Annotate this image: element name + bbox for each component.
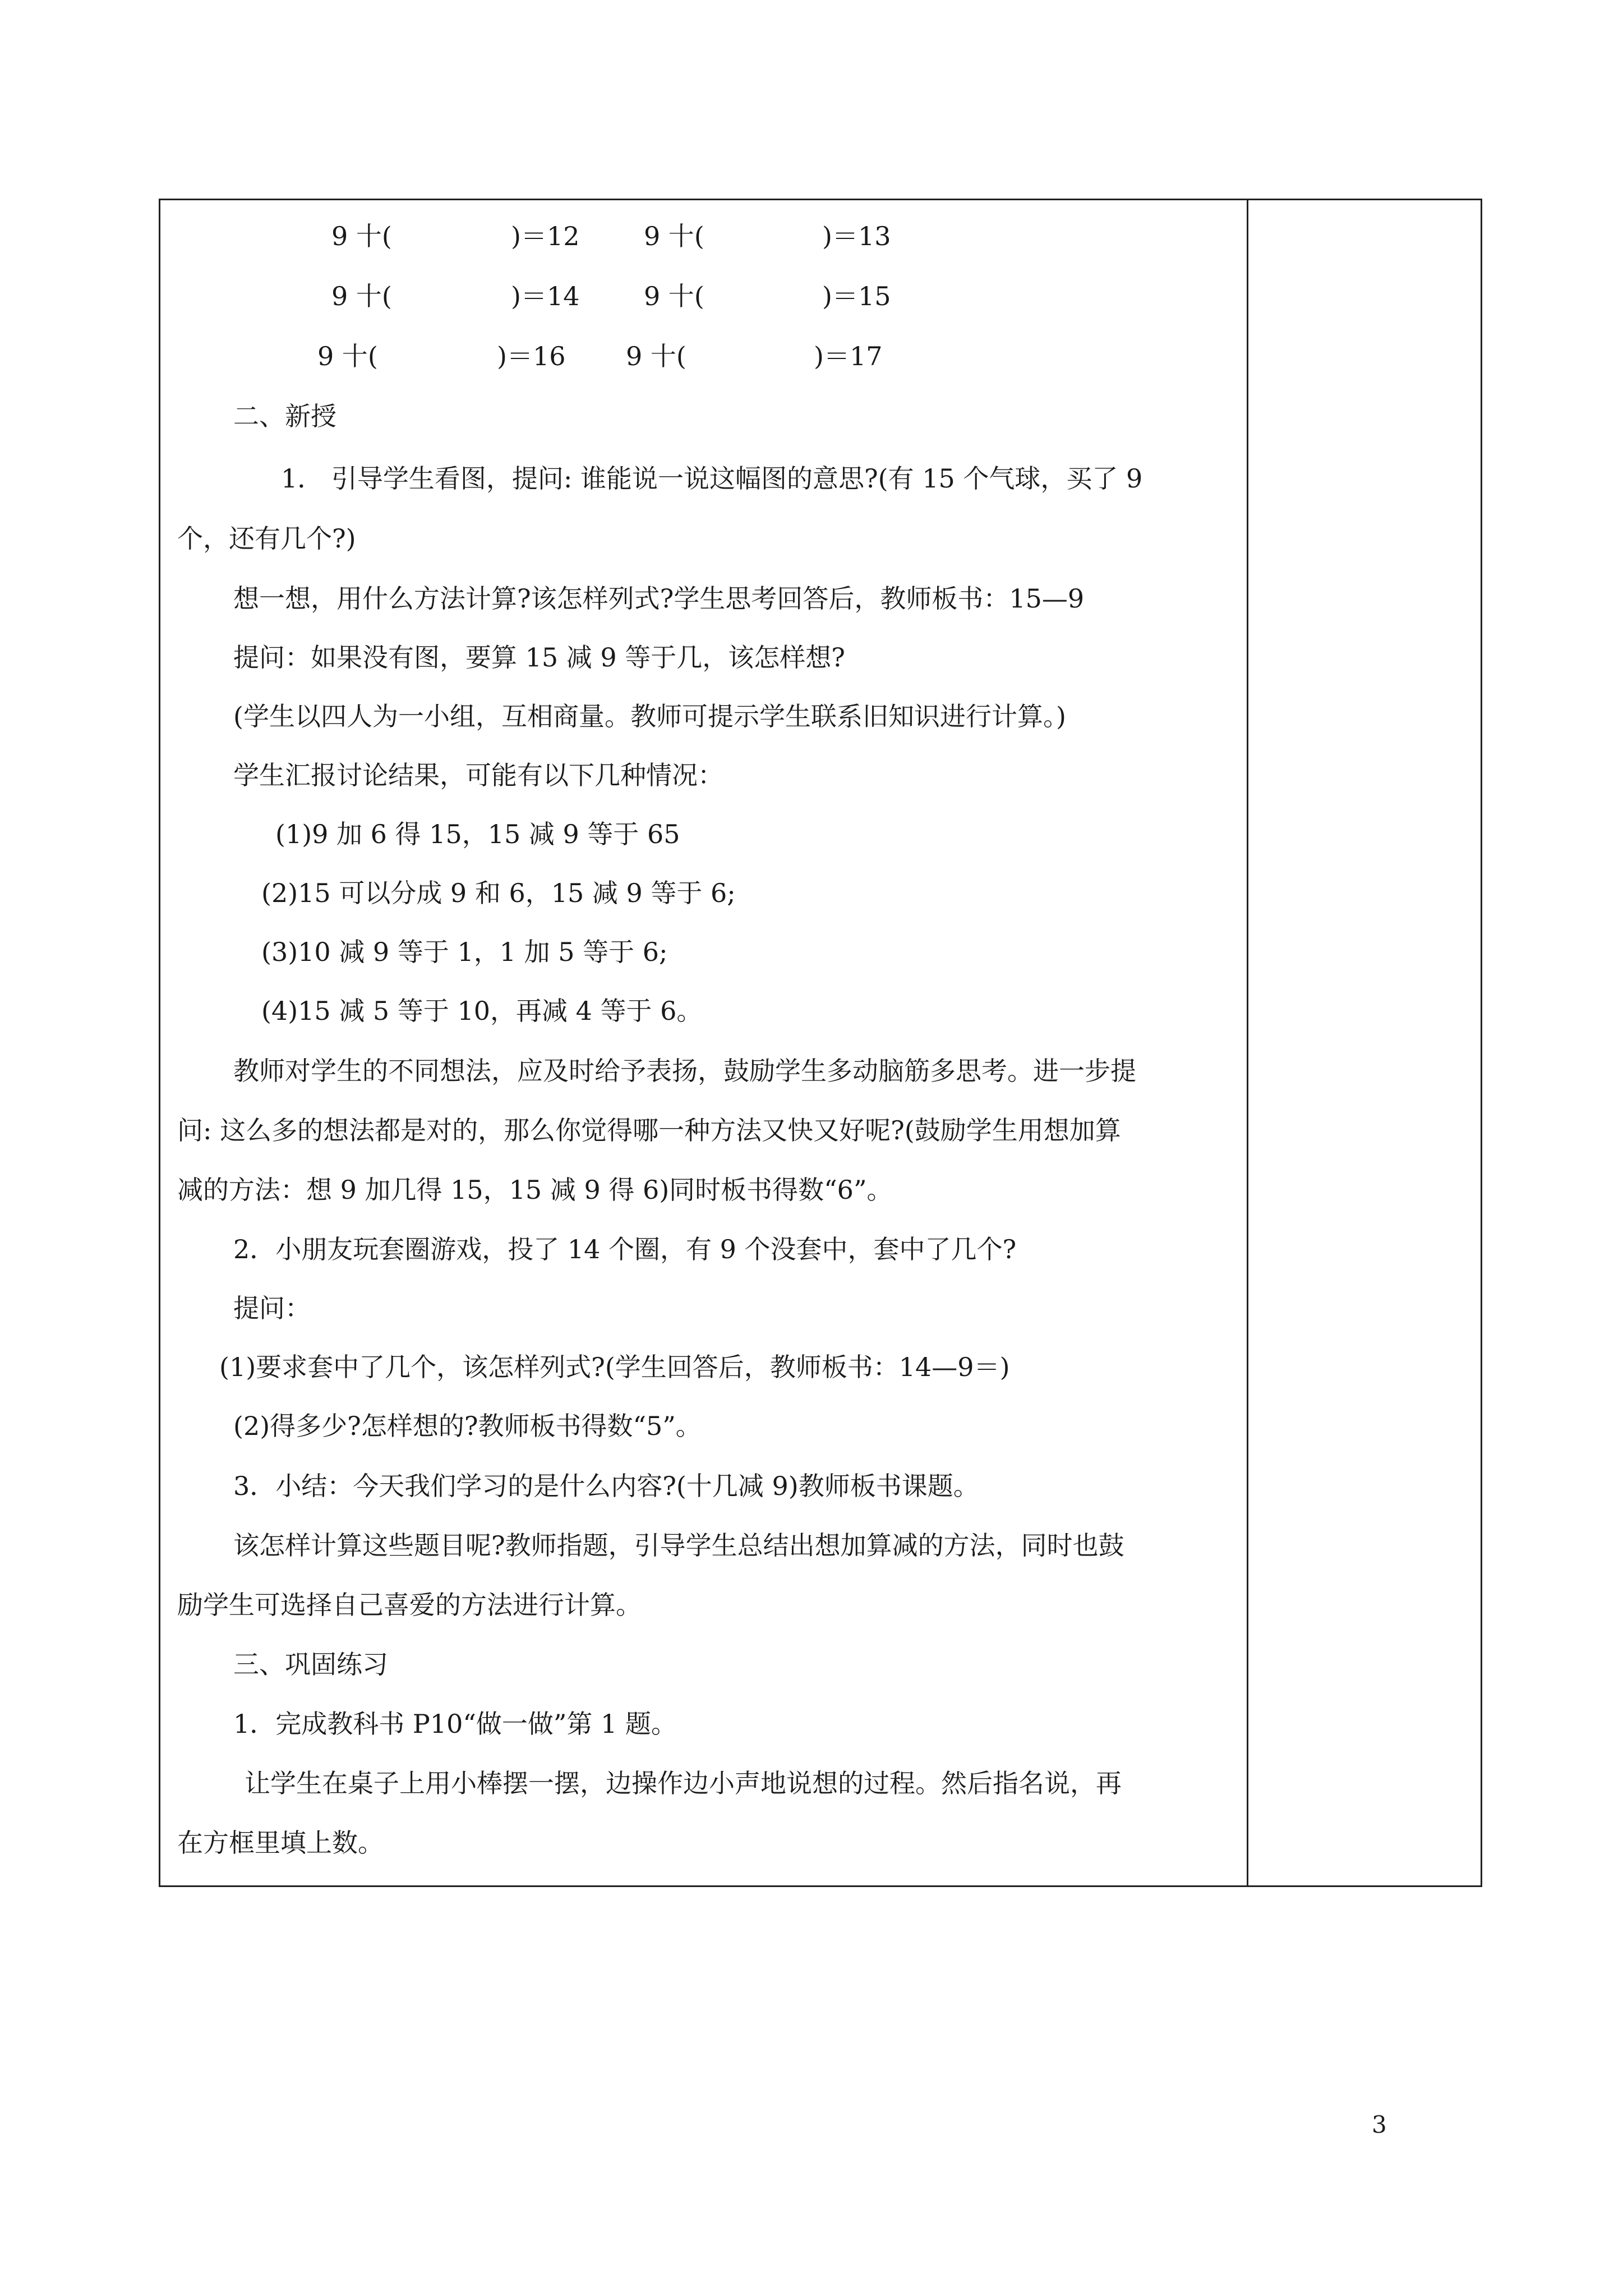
text-line: 学生汇报讨论结果，可能有以下几种情况： <box>233 760 723 790</box>
section-heading: 二、新授 <box>233 401 336 431</box>
text-line: 想一想，用什么方法计算?该怎样列式?学生思考回答后，教师板书：15—9 <box>233 583 1085 614</box>
text-line: 1． 引导学生看图，提问: 谁能说一说这幅图的意思?(有 15 个气球，买了 9 <box>281 463 1143 494</box>
equation-right: )＝15 <box>822 281 891 311</box>
column-divider <box>1247 200 1248 1885</box>
list-item: (3)10 减 9 等于 1，1 加 5 等于 6; <box>261 937 668 967</box>
equation-right: )＝16 <box>497 341 566 371</box>
text-line: 问: 这么多的想法都是对的，那么你觉得哪一种方法又快又好呢?(鼓励学生用想加算 <box>177 1115 1121 1145</box>
text-line: 3．小结：今天我们学习的是什么内容?(十几减 9)教师板书课题。 <box>233 1471 979 1501</box>
equation-left: 9 十( <box>317 341 378 371</box>
text-line: 减的方法：想 9 加几得 15，15 减 9 得 6)同时板书得数“6”。 <box>177 1175 893 1205</box>
text-line: 教师对学生的不同想法，应及时给予表扬，鼓励学生多动脑筋多思考。进一步提 <box>233 1056 1136 1086</box>
text-line: 2．小朋友玩套圈游戏，投了 14 个圈，有 9 个没套中，套中了几个? <box>233 1234 1017 1264</box>
equation-left: 9 十( <box>331 281 392 311</box>
equation-left: 9 十( <box>644 221 704 251</box>
equation-left: 9 十( <box>644 281 704 311</box>
section-heading: 三、巩固练习 <box>233 1649 388 1680</box>
text-line: 个，还有几个?) <box>177 523 356 554</box>
equation-right: )＝12 <box>511 221 580 251</box>
lesson-table <box>159 199 1482 1887</box>
text-line: 提问：如果没有图，要算 15 减 9 等于几，该怎样想? <box>233 642 845 673</box>
text-line: 让学生在桌子上用小棒摆一摆，边操作边小声地说想的过程。然后指名说，再 <box>245 1768 1122 1798</box>
list-item: (1)9 加 6 得 15，15 减 9 等于 65 <box>275 819 680 849</box>
lesson-content-cell <box>160 200 1247 1885</box>
text-line: (学生以四人为一小组，互相商量。教师可提示学生联系旧知识进行计算。) <box>233 701 1066 731</box>
list-item: (1)要求套中了几个，该怎样列式?(学生回答后，教师板书：14—9＝) <box>219 1352 1010 1382</box>
text-line: 1．完成教科书 P10“做一做”第 1 题。 <box>233 1709 677 1739</box>
list-item: (4)15 减 5 等于 10，再减 4 等于 6。 <box>261 996 703 1026</box>
equation-right: )＝13 <box>822 221 891 251</box>
equation-left: 9 十( <box>626 341 686 371</box>
text-line: 提问： <box>233 1293 311 1323</box>
list-item: (2)15 可以分成 9 和 6，15 减 9 等于 6; <box>261 878 736 908</box>
list-item: (2)得多少?怎样想的?教师板书得数“5”。 <box>233 1411 702 1441</box>
equation-right: )＝14 <box>511 281 580 311</box>
page-number: 3 <box>1372 2111 1387 2138</box>
text-line: 该怎样计算这些题目呢?教师指题，引导学生总结出想加算减的方法，同时也鼓 <box>233 1530 1124 1561</box>
text-line: 在方框里填上数。 <box>177 1828 384 1858</box>
equation-left: 9 十( <box>331 221 392 251</box>
equation-right: )＝17 <box>814 341 883 371</box>
text-line: 励学生可选择自己喜爱的方法进行计算。 <box>177 1590 642 1620</box>
